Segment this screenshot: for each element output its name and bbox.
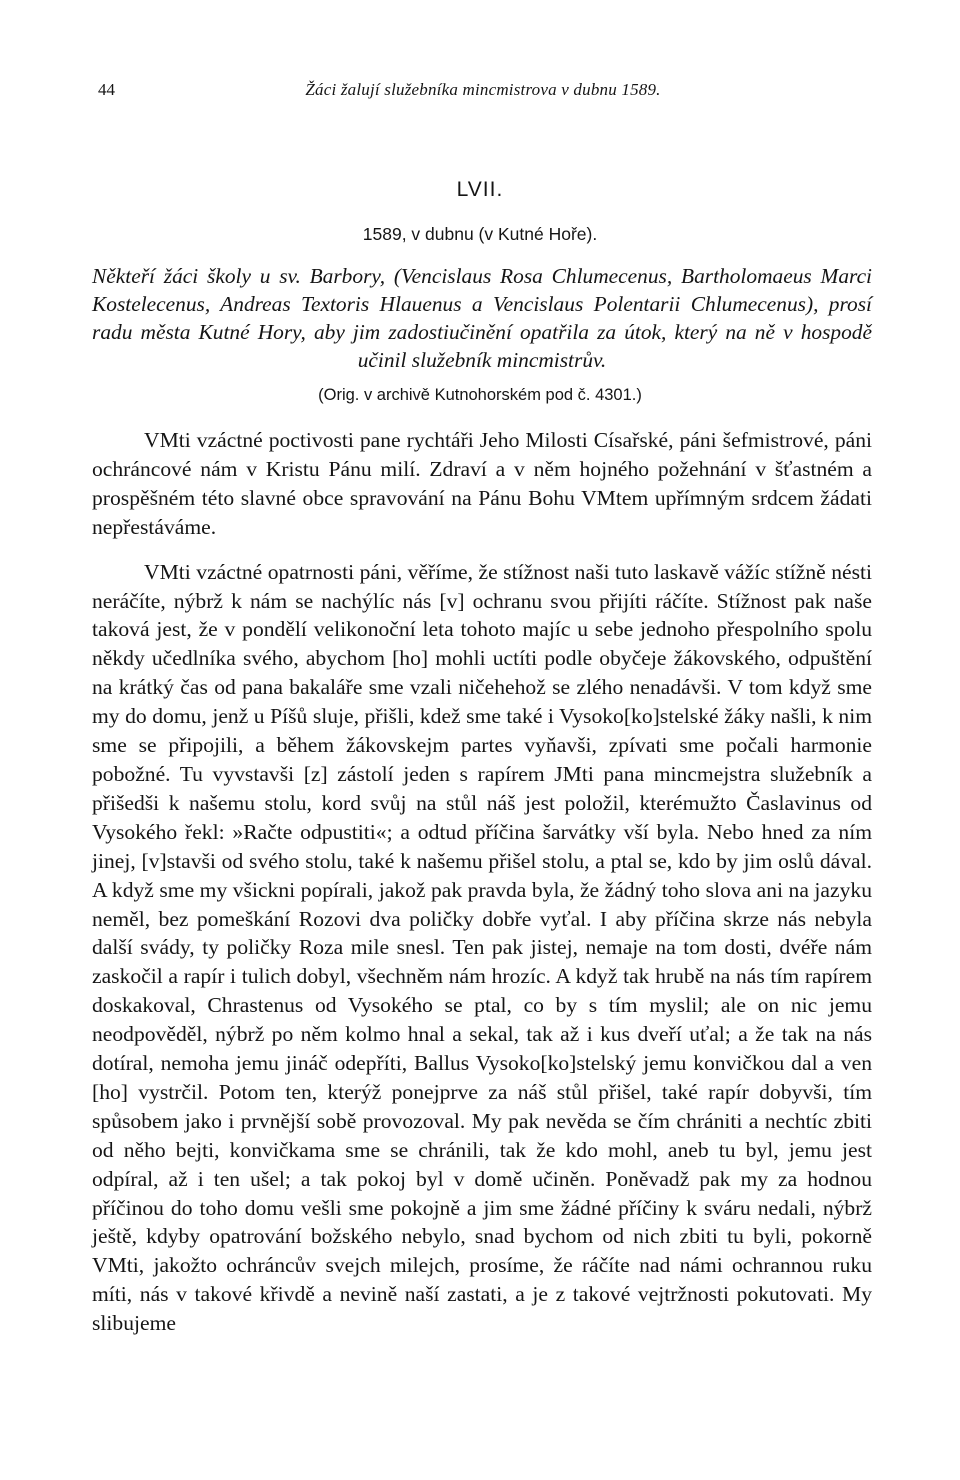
running-head xyxy=(98,80,868,104)
letter-paragraph: VMti vzáctné opatrnosti páni, věříme, že stížnost naši tuto laskavě vážíc stížně nésti neráčíte, nýbrž k nám se nachýlíc nás [v] ochranu svou přijíti ráčíte. Stížnost pak naše taková jest, že v pondělí velikonoční leta tohoto majíc u sebe jednoho přespolního spolu někdy učedlníka svého, abychom [ho] mohli uctíti podle obyčeje žákovského, odpuštění na krátký čas od pana bakaláře sme vzali ničehehož se zlého nenadávši. V tom když sme my do domu, jenž u Píšů sluje, přišli, kdež sme také i Vysoko[ko]stelské žáky našli, k nim sme se připojili, a během žákovskejm partes vyňavši, zpívati sme počali harmonie pobožné. Tu vyvstavši [z] zástolí jeden s rapírem JMti pana mincmejstra služebník a přišedši k našemu stolu, kord svůj na stůl náš jest položil, kterémužto Časlavinus od Vysokého řekl: »Račte odpustiti«; a odtud příčina šarvátky vší byla. Nebo hned za ním jinej, [v]stavši od svého stolu, také k našemu přišel stolu, a ptal se, kdo by jim oslů dával. A když sme my všickni popírali, jakož pak pravda byla, že žádný toho slova ani na jazyku neměl, bez pomeškání Rozovi dva poličky dobře vyťal. I aby příčina skrze nás nebyla další svády, ty poličky Roza mile snesl. Ten pak jistej, nemaje na tom dosti, dvéře nám zaskočil a rapír i tulich dobyl, všechněm nám hrozíc. A když tak hrubě na nás tím rapírem doskakoval, Chrastenus od Vysokého se ptal, co by s tím myslil; ale on nic jemu neodpověděl, nýbrž po něm kolmo hnal a sekal, tak až i kus dveří uťal; a že tak na nás dotíral, nemoha jemu jináč odepříti, Ballus Vysoko[ko]stelský jemu konvičkou dal a ven [ho] vystrčil. Potom ten, kterýž ponejprve za náš stůl přišel, také rapír dobyvši, tím spůsobem jako i prvnější sobě provozoval. My pak nevěda se čím chrániti a nechtíc zbiti od něho bejti, konvičkama sme se chránili, tak že kdo mohl, aneb tu byl, jemu jest odpíral, až i ten ušel; a tak pokoj byl v domě učiněn. Poněvadž pak my za hodnou příčinou do toho domu vešli sme pokojně a jim sme žádné příčiny k sváru nedali, nýbrž ještě, kdyby opatrování božského nebylo, snad bychom od nich zbiti tu byli, pokorně VMti, jakožto ochráncův svejch milejch, prosíme, že ráčíte nad námi ochrannou ruku míti, nás v takové křivdě a nevině naší zastati, a je z takové vejtržnosti pokutovati. My slibujeme xyxy=(92,559,872,1336)
document-number: LVII. xyxy=(456,178,504,201)
letter-paragraph: VMti vzáctné poctivosti pane rychtáři Jeho Milosti Císařské, páni šefmistrové, páni ochráncové nám v Kristu Pánu milí. Zdraví a v něm hojného požehnání v šťastném a prospěšném této slavné obce spravování na Pánu Bohu VMtem upřímným srdcem žádati nepřestáváme. xyxy=(92,428,872,539)
page-number: 44 xyxy=(98,80,115,99)
document-date-place: 1589, v dubnu (v Kutné Hoře). xyxy=(362,224,598,244)
letter-body xyxy=(92,426,872,1338)
source-note: (Orig. v archivě Kutnohorském pod č. 4301.) xyxy=(318,386,642,404)
document-regest: Někteří žáci školy u sv. Barbory, (Vencislaus Rosa Chlumecenus, Bartholomaeus Marci Kostelecenus, Andreas Textoris Hlauenus a Vencislaus Polentarii Chlumecenus), prosí radu města Kutné Hory, aby jim zadostiučinění opatřila za útok, který na ně v hospodě učinil služebník mincmistrův. xyxy=(92,264,872,372)
running-title: Žáci žalují služebníka mincmistrova v dubnu 1589. xyxy=(305,80,661,99)
